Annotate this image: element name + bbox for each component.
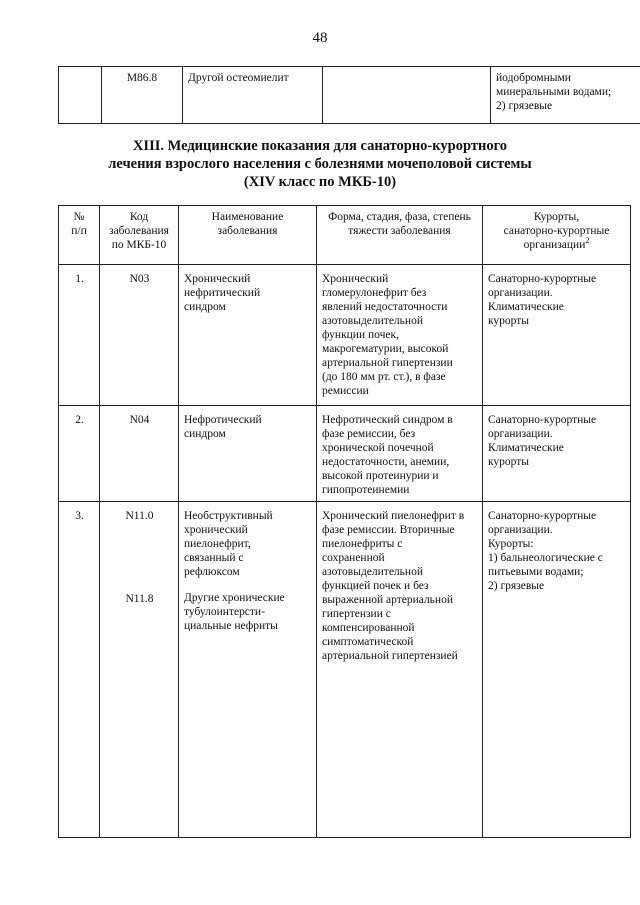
row-disease-name: Другие хронические тубулоинтерсти- циальные нефриты [184, 592, 285, 632]
row-disease-name: Хронический нефритический синдром [179, 265, 317, 406]
row-resorts: Санаторно-курортные организации. Курорты: 1) бальнеологические с питьевыми водами; 2) грязевые [483, 502, 631, 838]
section-title-line: лечения взрослого населения с болезнями мочеполовой системы [108, 156, 532, 172]
row-num: 2. [59, 406, 100, 502]
row-disease-name: Необструктивный хронический пиелонефрит, связанный с рефлюксом [184, 510, 273, 578]
header-resorts [483, 206, 631, 265]
section-title-line: XIII. Медицинские показания для санаторно-курортного [132, 138, 508, 154]
indications-table [58, 205, 631, 838]
row-resorts: Санаторно-курортные организации. Климатические курорты [483, 265, 631, 406]
resorts-cell: йодобромными минеральными водами; 2) грязевые [491, 67, 640, 124]
row-num: 1. [59, 265, 100, 406]
header-name: Наименование заболевания [179, 206, 317, 265]
row-code: N11.8 [125, 593, 154, 605]
table-row [59, 265, 631, 406]
continued-table [58, 66, 640, 124]
table-row [59, 67, 640, 124]
row-num: 3. [59, 502, 100, 838]
num-cell [59, 67, 102, 124]
header-resorts-text: Курорты, санаторно-курортные организации [503, 211, 610, 251]
row-code: N11.0 [125, 510, 154, 522]
table-row [59, 502, 631, 838]
footnote-mark: 2 [585, 236, 590, 246]
row-disease-name: Нефротический синдром [179, 406, 317, 502]
section-title-line: (XIV класс по МКБ-10) [243, 174, 397, 190]
table-header-row [59, 206, 631, 265]
row-code: N04 [100, 406, 179, 502]
page-number: 48 [312, 30, 328, 46]
row-code: N03 [100, 265, 179, 406]
row-form: Хронический гломерулонефрит без явлений недостаточности азотовыделительной функции почек, макрогематурии, высокой артериальной гипертензии (до 180 мм рт. ст.), в фазе ремиссии [317, 265, 483, 406]
row-code-cell [100, 502, 179, 838]
row-resorts: Санаторно-курортные организации. Климатические курорты [483, 406, 631, 502]
section-title [90, 137, 550, 191]
row-form: Хронический пиелонефрит в фазе ремиссии. Вторичные пиелонефриты с сохраненной азотовыделительной функцией почек и без выраженной артериальной гипертензии с компенсированной симптоматической артериальной гипертензией [317, 502, 483, 838]
table-row [59, 406, 631, 502]
row-disease-name-cell [179, 502, 317, 838]
code-cell: M86.8 [102, 67, 183, 124]
header-code: Код заболевания по МКБ-10 [100, 206, 179, 265]
disease-name-cell: Другой остеомиелит [183, 67, 323, 124]
header-form: Форма, стадия, фаза, степень тяжести заболевания [317, 206, 483, 265]
header-num: № п/п [59, 206, 100, 265]
form-cell [323, 67, 491, 124]
row-form: Нефротический синдром в фазе ремиссии, без хронической почечной недостаточности, анемии, высокой протеинурии и гипопротеинемии [317, 406, 483, 502]
